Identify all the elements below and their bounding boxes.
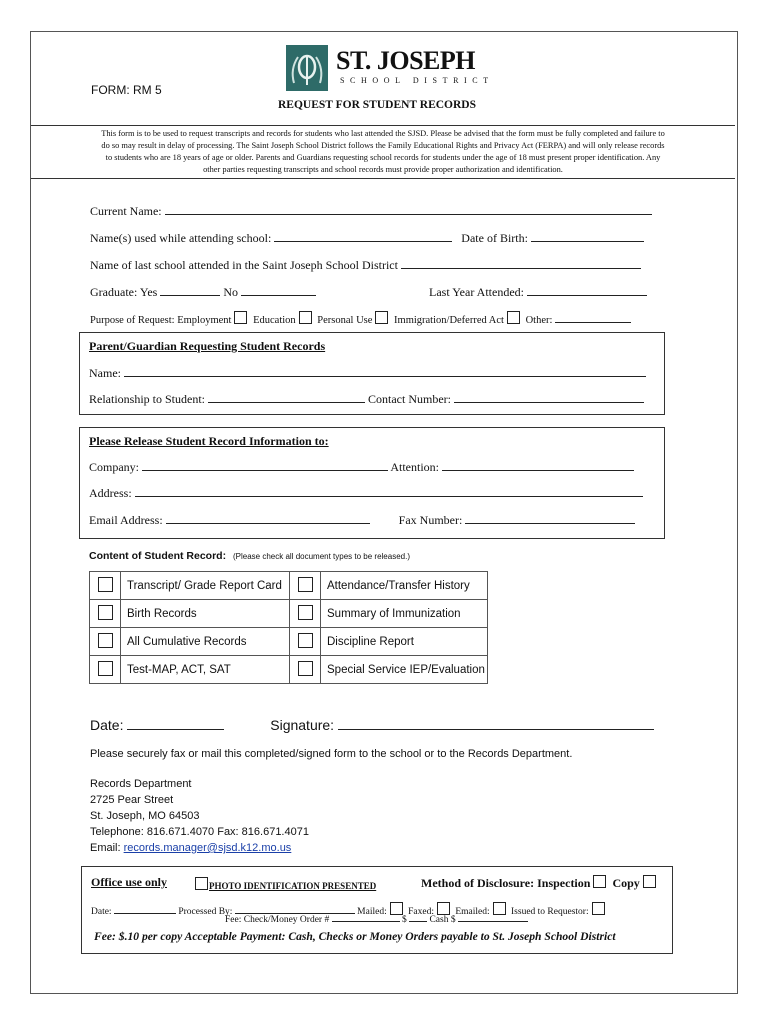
instruction-text: Please securely fax or mail this completed/signed form to the school or to the Records Department. [90, 748, 573, 760]
fax-field[interactable] [465, 522, 635, 524]
names-used-row [90, 231, 644, 246]
company-label: Company: [89, 460, 139, 474]
last-year-field[interactable] [527, 294, 647, 296]
email-field[interactable] [166, 522, 370, 524]
checkbox-cell [290, 572, 321, 600]
content-note: (Please check all document types to be released.) [233, 552, 410, 561]
contact-field[interactable] [454, 401, 644, 403]
check-order-field[interactable] [332, 920, 400, 922]
purpose-education-label: Education [253, 315, 296, 326]
special-service-checkbox[interactable] [298, 661, 313, 676]
cumulative-checkbox[interactable] [98, 633, 113, 648]
attention-field[interactable] [442, 469, 634, 471]
immunization-label: Summary of Immunization [321, 600, 488, 628]
office-date-field[interactable] [114, 912, 176, 914]
content-heading: Content of Student Record: [89, 550, 227, 562]
last-school-field[interactable] [401, 267, 641, 269]
office-line-2 [225, 915, 528, 925]
logo-name: ST. JOSEPH [336, 46, 476, 75]
purpose-label: Purpose of Request: [90, 315, 175, 326]
checkbox-cell [290, 600, 321, 628]
purpose-education-checkbox[interactable] [299, 311, 312, 324]
faxed-label: Faxed: [408, 907, 434, 917]
birth-records-label: Birth Records [121, 600, 290, 628]
test-label: Test-MAP, ACT, SAT [121, 656, 290, 684]
record-types-table [89, 571, 488, 684]
graduate-row [90, 285, 316, 300]
records-dept: Records Department [90, 778, 192, 790]
intro-line: to students who are 18 years of age or older. Parents and Guardians requesting school records for students under the age of 18 must present proper identification. Any [105, 153, 661, 162]
purpose-other-field[interactable] [555, 321, 631, 323]
attention-label: Attention: [390, 460, 440, 474]
fax-label: Fax Number: [398, 513, 463, 527]
form-id: FORM: RM 5 [91, 83, 162, 97]
form-title: REQUEST FOR STUDENT RECORDS [278, 99, 476, 111]
mailed-checkbox[interactable] [390, 902, 403, 915]
graduate-no-label: No [223, 285, 239, 299]
table-row [90, 572, 488, 600]
birth-records-checkbox[interactable] [98, 605, 113, 620]
inspection-checkbox[interactable] [593, 875, 606, 888]
current-name-label: Current Name: [90, 204, 162, 218]
intro-line: do so may result in delay of processing. The Saint Joseph School District follows the Family Educational Rights and Privacy Act (FERPA) and will only release records [101, 141, 665, 150]
attendance-label: Attendance/Transfer History [321, 572, 488, 600]
graduate-no-field[interactable] [241, 294, 316, 296]
contact-label: Contact Number: [368, 392, 451, 406]
guardian-name-field[interactable] [124, 375, 646, 377]
attendance-checkbox[interactable] [298, 577, 313, 592]
guardian-name-label: Name: [89, 366, 121, 380]
email-row [89, 513, 635, 528]
purpose-row [90, 311, 631, 326]
check-amount-label: $ [401, 915, 407, 925]
method-label: Method of Disclosure: Inspection [421, 876, 591, 890]
emailed-checkbox[interactable] [493, 902, 506, 915]
records-phone: Telephone: 816.671.4070 Fax: 816.671.4071 [90, 826, 309, 838]
cash-field[interactable] [458, 920, 528, 922]
dob-label: Date of Birth: [461, 231, 528, 245]
graduate-yes-field[interactable] [160, 294, 220, 296]
release-heading: Please Release Student Record Information to: [89, 434, 329, 448]
discipline-label: Discipline Report [321, 628, 488, 656]
records-street: 2725 Pear Street [90, 794, 174, 806]
last-year-row [429, 285, 647, 300]
cash-label: Cash $ [429, 915, 456, 925]
check-amount-field[interactable] [409, 920, 427, 922]
district-logo-icon [286, 45, 328, 91]
method-row [421, 875, 659, 891]
purpose-other-label: Other: [525, 315, 553, 326]
copy-label: Copy [612, 876, 640, 890]
guardian-heading: Parent/Guardian Requesting Student Records [89, 339, 326, 353]
purpose-immigration-checkbox[interactable] [507, 311, 520, 324]
signature-field[interactable] [338, 728, 654, 730]
table-row [90, 656, 488, 684]
purpose-personal-label: Personal Use [317, 315, 373, 326]
purpose-employment-label: Employment [177, 315, 232, 326]
photo-id-label: PHOTO IDENTIFICATION PRESENTED [209, 881, 377, 891]
relationship-field[interactable] [208, 401, 365, 403]
mailed-label: Mailed: [357, 907, 387, 917]
records-email-link[interactable]: records.manager@sjsd.k12.mo.us [123, 842, 292, 854]
purpose-immigration-label: Immigration/Deferred Act [394, 315, 504, 326]
relationship-label: Relationship to Student: [89, 392, 205, 406]
immunization-checkbox[interactable] [298, 605, 313, 620]
test-checkbox[interactable] [98, 661, 113, 676]
table-row [90, 600, 488, 628]
checkbox-cell [290, 628, 321, 656]
address-row [89, 486, 643, 501]
checkbox-cell [90, 628, 121, 656]
date-field[interactable] [127, 728, 224, 730]
records-city: St. Joseph, MO 64503 [90, 810, 200, 822]
graduate-yes-label: Yes [139, 285, 158, 299]
content-heading-row [89, 550, 410, 562]
discipline-checkbox[interactable] [298, 633, 313, 648]
issued-checkbox[interactable] [592, 902, 605, 915]
logo-subtitle: SCHOOL DISTRICT [340, 76, 494, 85]
current-name-field[interactable] [165, 213, 652, 215]
table-row [90, 628, 488, 656]
processed-field[interactable] [235, 912, 355, 914]
address-label: Address: [89, 486, 132, 500]
date-sign-row [90, 717, 654, 733]
records-address [90, 776, 309, 856]
checkbox-cell [90, 572, 121, 600]
guardian-relationship-row [89, 392, 644, 407]
signature-label: Signature: [270, 717, 335, 733]
transcript-checkbox[interactable] [98, 577, 113, 592]
last-year-label: Last Year Attended: [429, 285, 524, 299]
address-field[interactable] [135, 495, 643, 497]
checkbox-cell [90, 600, 121, 628]
office-date-label: Date: [91, 907, 112, 917]
transcript-label: Transcript/ Grade Report Card [121, 572, 290, 600]
graduate-label: Graduate: [90, 285, 138, 299]
dob-field[interactable] [531, 240, 644, 242]
check-order-label: Fee: Check/Money Order # [225, 915, 330, 925]
names-used-label: Name(s) used while attending school: [90, 231, 272, 245]
intro-line: This form is to be used to request transcripts and records for students who last attended the SJSD. Please be advised that the form must be fully completed and failure to [101, 129, 665, 138]
intro-line: other parties requesting transcripts and school records must provide proper authorization and identification. [203, 165, 563, 174]
last-school-row [90, 258, 641, 273]
names-used-field[interactable] [274, 240, 452, 242]
processed-label: Processed By: [178, 907, 233, 917]
office-heading: Office use only [91, 875, 167, 889]
intro-text [31, 125, 735, 179]
cumulative-label: All Cumulative Records [121, 628, 290, 656]
photo-id-row [195, 877, 376, 891]
company-row [89, 460, 634, 475]
company-field[interactable] [142, 469, 388, 471]
guardian-name-row [89, 366, 646, 381]
purpose-employment-checkbox[interactable] [234, 311, 247, 324]
records-email-row [90, 840, 309, 856]
last-school-label: Name of last school attended in the Saint Joseph School District [90, 258, 398, 272]
copy-checkbox[interactable] [643, 875, 656, 888]
records-email-label: Email: [90, 842, 121, 854]
checkbox-cell [290, 656, 321, 684]
email-label: Email Address: [89, 513, 163, 527]
special-service-label: Special Service IEP/Evaluation [321, 656, 488, 684]
faxed-checkbox[interactable] [437, 902, 450, 915]
fee-note: Fee: $.10 per copy Acceptable Payment: Cash, Checks or Money Orders payable to St. Joseph School District [94, 930, 616, 943]
emailed-label: Emailed: [455, 907, 490, 917]
issued-label: Issued to Requestor: [511, 907, 589, 917]
photo-id-checkbox[interactable] [195, 877, 208, 890]
purpose-personal-checkbox[interactable] [375, 311, 388, 324]
current-name-row [90, 204, 652, 219]
date-label: Date: [90, 717, 124, 733]
checkbox-cell [90, 656, 121, 684]
